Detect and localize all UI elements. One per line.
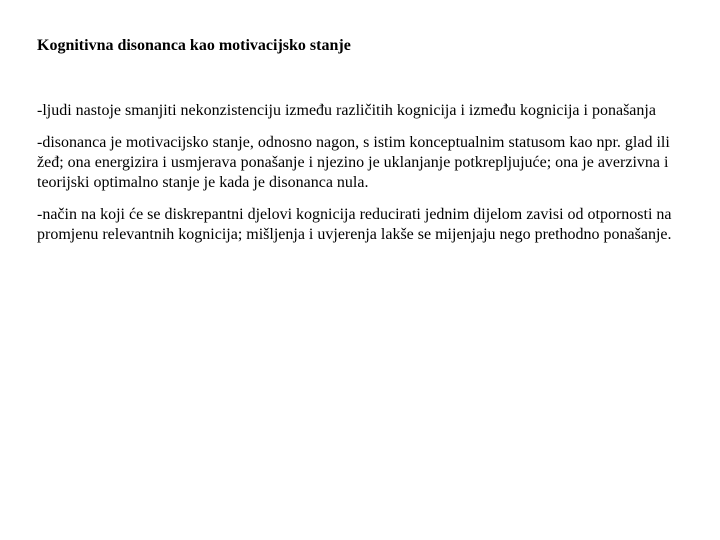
slide-body bbox=[37, 101, 677, 257]
paragraph-reduction-resistance: -način na koji će se diskrepantni djelovi kognicija reducirati jednim dijelom zavisi od otpornosti na promjenu relevantnih kognicija; mišljenja i uvjerenja lakše se mijenjaju nego prethodno ponašanje. bbox=[37, 206, 672, 243]
slide-title: Kognitivna disonanca kao motivacijsko stanje bbox=[37, 37, 351, 54]
paragraph-cognition-inconsistency: -ljudi nastoje smanjiti nekonzistenciju između različitih kognicija i između kognicija i ponašanja bbox=[37, 102, 656, 119]
paragraph-dissonance-motivation: -disonanca je motivacijsko stanje, odnosno nagon, s istim konceptualnim statusom kao npr. glad ili žeđ; ona energizira i usmjerava ponašanje i njezino je uklanjanje potkrepljujuće; ona je averzivna i teorijski optimalno stanje je kada je disonanca nula. bbox=[37, 134, 670, 191]
